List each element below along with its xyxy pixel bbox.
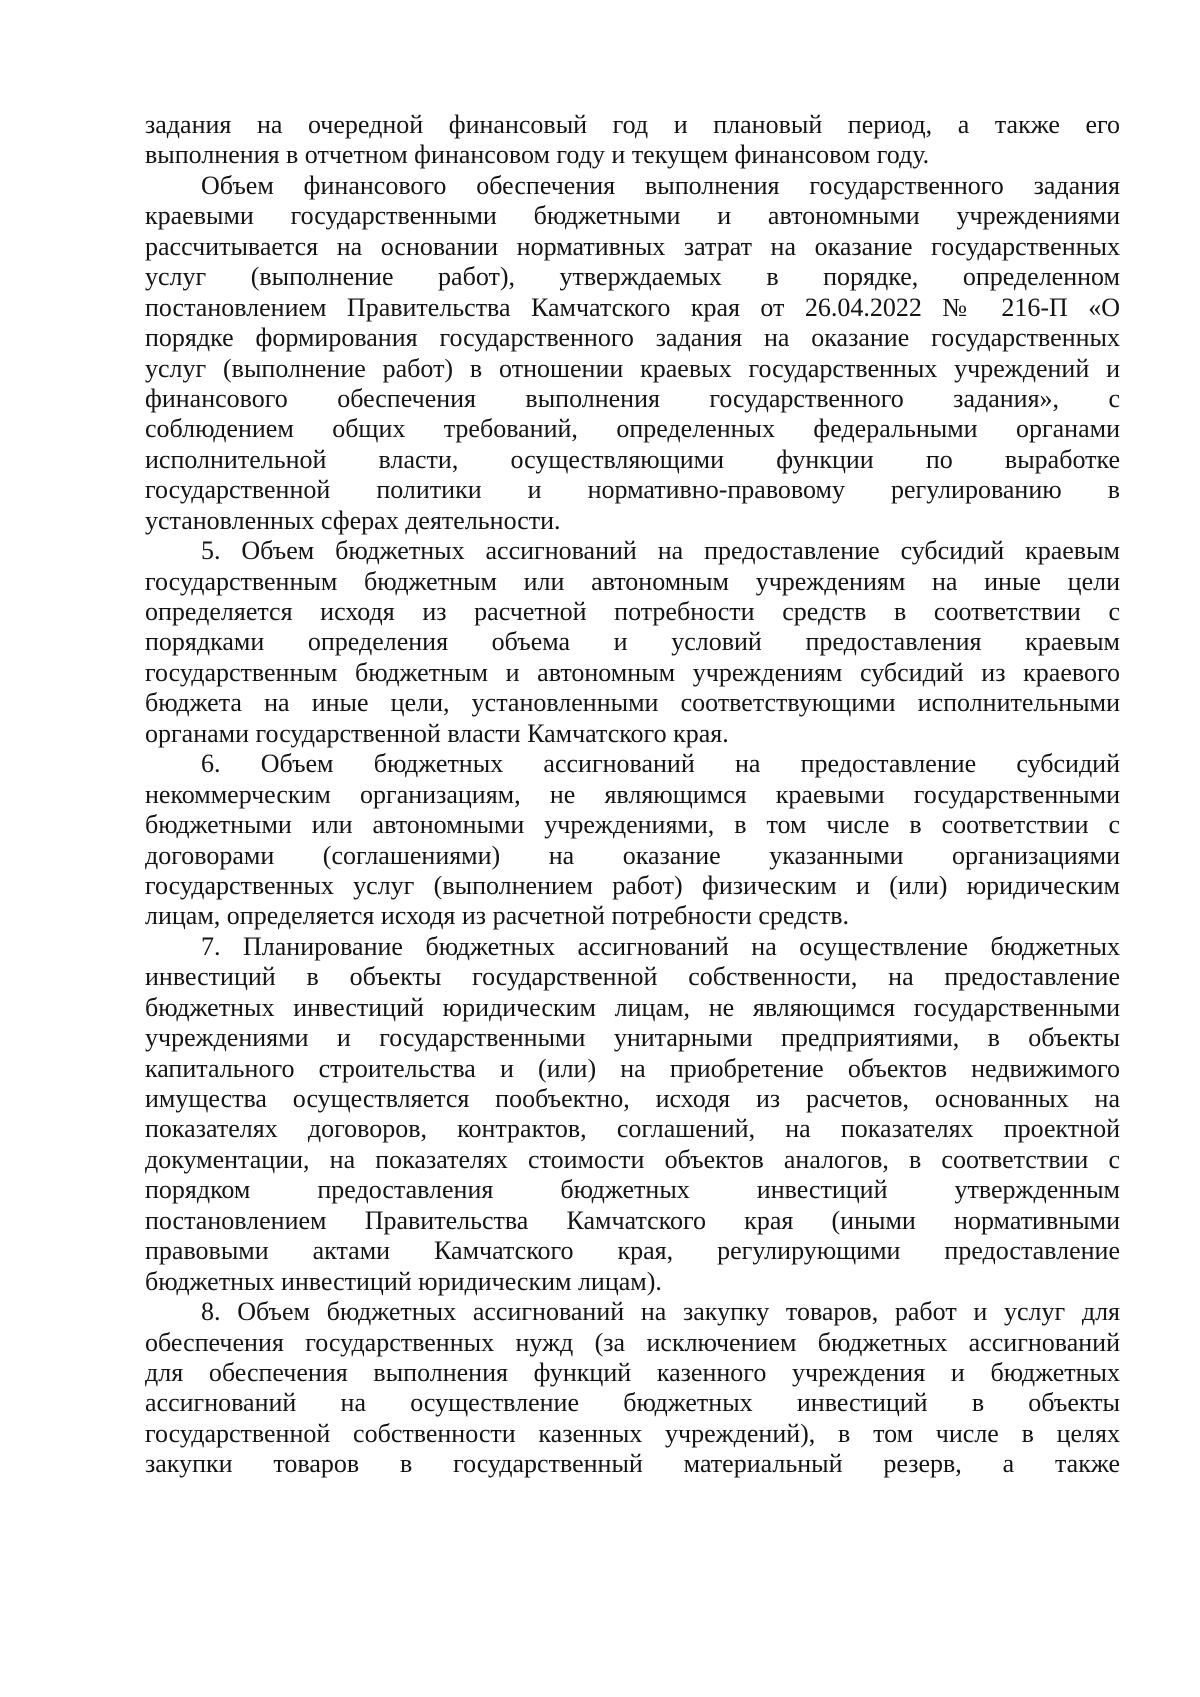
- paragraph: [145, 1297, 1120, 1480]
- text-line: постановлением Правительства Камчатского края от 26.04.2022 № 216-П «О: [145, 292, 1120, 322]
- text-line: порядком предоставления бюджетных инвестиций утвержденным: [145, 1175, 1120, 1205]
- text-line: задания на очередной финансовый год и плановый период, а также его: [145, 110, 1120, 139]
- text-line: учреждениями и государственными унитарными предприятиями, в объекты: [145, 1023, 1120, 1053]
- text-line: бюджета на иные цели, установленными соответствующими исполнительными: [145, 688, 1120, 718]
- text-line: 5. Объем бюджетных ассигнований на предоставление субсидий краевым: [201, 536, 1120, 566]
- text-line: исполнительной власти, осуществляющими функции по выработке: [145, 444, 1120, 474]
- text-line: 8. Объем бюджетных ассигнований на закупку товаров, работ и услуг для: [201, 1297, 1120, 1327]
- text-line: показателях договоров, контрактов, соглашений, на показателях проектной: [145, 1114, 1120, 1144]
- text-line: государственным бюджетным или автономным учреждениям на иные цели: [145, 566, 1120, 596]
- text-line: услуг (выполнение работ), утверждаемых в порядке, определенном: [145, 262, 1120, 292]
- document-body: [145, 110, 1120, 1480]
- text-line: капитального строительства и (или) на приобретение объектов недвижимого: [145, 1053, 1120, 1083]
- text-line: порядке формирования государственного задания на оказание государственных: [145, 323, 1120, 353]
- text-line: установленных сферах деятельности.: [145, 505, 561, 535]
- text-line: органами государственной власти Камчатского края.: [145, 718, 729, 748]
- text-line: бюджетными или автономными учреждениями, в том числе в соответствии с: [145, 810, 1120, 840]
- paragraph: [145, 110, 1120, 171]
- text-line: услуг (выполнение работ) в отношении краевых государственных учреждений и: [145, 353, 1120, 383]
- paragraph: [145, 932, 1120, 1297]
- text-line: для обеспечения выполнения функций казенного учреждения и бюджетных: [145, 1357, 1120, 1387]
- text-line: постановлением Правительства Камчатского края (иными нормативными: [145, 1205, 1120, 1235]
- text-line: бюджетных инвестиций юридическим лицам).: [145, 1266, 662, 1296]
- text-line: бюджетных инвестиций юридическим лицам, не являющимся государственными: [145, 992, 1120, 1022]
- text-line: государственным бюджетным и автономным учреждениям субсидий из краевого: [145, 657, 1120, 687]
- text-line: инвестиций в объекты государственной собственности, на предоставление: [145, 962, 1120, 992]
- text-line: государственной политики и нормативно-правовому регулированию в: [145, 475, 1120, 505]
- text-line: обеспечения государственных нужд (за исключением бюджетных ассигнований: [145, 1327, 1120, 1357]
- text-line: краевыми государственными бюджетными и автономными учреждениями: [145, 201, 1120, 231]
- text-line: закупки товаров в государственный материальный резерв, а также: [145, 1449, 1120, 1479]
- text-line: финансового обеспечения выполнения государственного задания», с: [145, 383, 1120, 413]
- text-line: выполнения в отчетном финансовом году и текущем финансовом году.: [145, 140, 930, 170]
- paragraph: [145, 536, 1120, 749]
- text-line: государственной собственности казенных учреждений), в том числе в целях: [145, 1418, 1120, 1448]
- text-line: лицам, определяется исходя из расчетной потребности средств.: [145, 901, 849, 931]
- text-line: соблюдением общих требований, определенных федеральными органами: [145, 414, 1120, 444]
- text-line: 6. Объем бюджетных ассигнований на предоставление субсидий: [201, 749, 1120, 779]
- text-line: некоммерческим организациям, не являющимся краевыми государственными: [145, 779, 1120, 809]
- text-line: правовыми актами Камчатского края, регулирующими предоставление: [145, 1236, 1120, 1266]
- text-line: определяется исходя из расчетной потребности средств в соответствии с: [145, 597, 1120, 626]
- text-line: ассигнований на осуществление бюджетных инвестиций в объекты: [145, 1388, 1120, 1418]
- paragraph: [145, 749, 1120, 932]
- text-line: договорами (соглашениями) на оказание указанными организациями: [145, 840, 1120, 870]
- text-line: Объем финансового обеспечения выполнения государственного задания: [201, 170, 1120, 200]
- text-line: государственных услуг (выполнением работ) физическим и (или) юридическим: [145, 870, 1120, 900]
- text-line: порядками определения объема и условий предоставления краевым: [145, 627, 1120, 657]
- text-line: рассчитывается на основании нормативных затрат на оказание государственных: [145, 231, 1120, 261]
- text-line: документации, на показателях стоимости объектов аналогов, в соответствии с: [145, 1144, 1120, 1174]
- text-line: 7. Планирование бюджетных ассигнований на осуществление бюджетных: [201, 931, 1120, 961]
- paragraph: [145, 171, 1120, 536]
- text-line: имущества осуществляется пообъектно, исходя из расчетов, основанных на: [145, 1084, 1120, 1113]
